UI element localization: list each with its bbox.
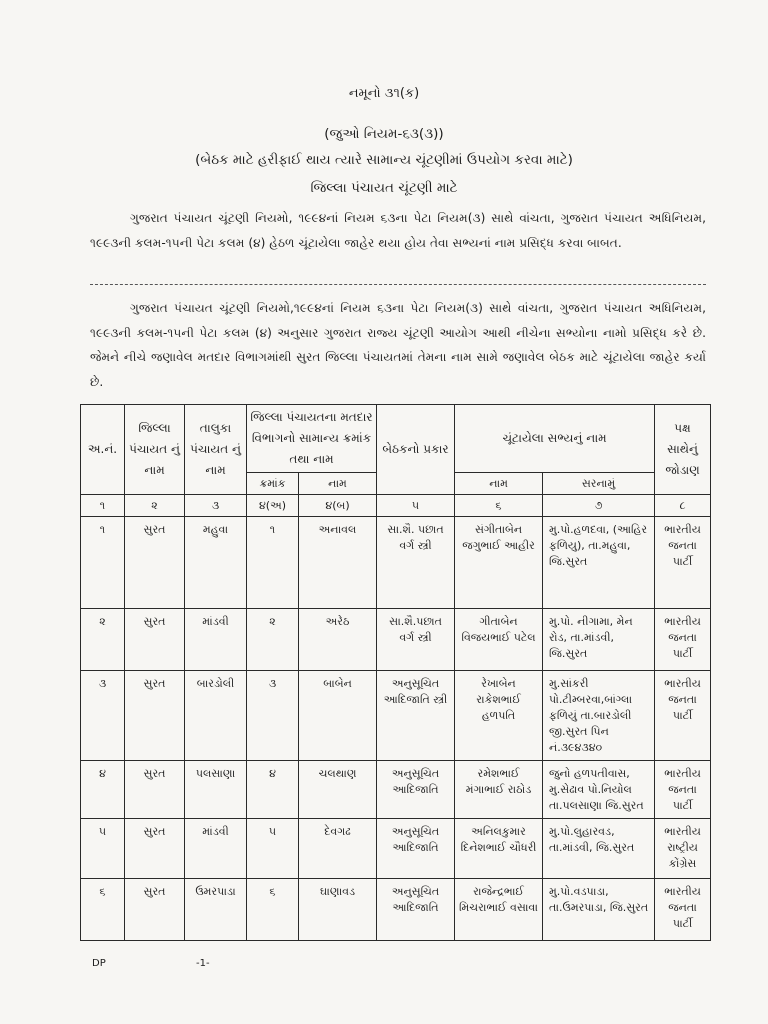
col-number: ૩ [185,495,247,517]
cell-district: સુરત [125,879,185,941]
cell-party: ભારતીય જનતા પાર્ટી [655,879,711,941]
cell-constituency-no: ૬ [247,879,299,941]
cell-sr: ૩ [81,671,125,761]
cell-seat-type: અનુસૂચિત આદિજાતિ [377,761,455,819]
cell-address: મુ.પો.વડપાડા, તા.ઉમરપાડા, જિ.સુરત [543,879,655,941]
footer-code: DP [92,958,106,969]
cell-constituency-name: ઘાણાવડ [299,879,377,941]
col-header-sr: અ.નં. [81,405,125,495]
col-header-party: પક્ષ સાથેનું જોડાણ [655,405,711,495]
cell-sr: ૧ [81,517,125,609]
table-row [81,517,711,609]
cell-address: મુ.પો.લુહારવડ, તા.માંડવી, જિ.સુરત [543,819,655,879]
col-header-constituency: જિલ્લા પંચાયતના મતદાર વિભાગનો સામાન્ય ક્રમાંક તથા નામ [247,405,377,473]
col-header-district: જિલ્લા પંચાયત નું નામ [125,405,185,495]
dashed-divider [90,284,706,285]
cell-taluka: મહુવા [185,517,247,609]
cell-constituency-name: અરેઠ [299,609,377,671]
cell-constituency-no: ૫ [247,819,299,879]
cell-party: ભારતીય જનતા પાર્ટી [655,761,711,819]
col-number: ૨ [125,495,185,517]
cell-member-name: રેખાબેન રાકેશભાઈ હળપતિ [455,671,543,761]
table-row [81,609,711,671]
election-title: જિલ્લા પંચાયત ચૂંટણી માટે [310,180,458,196]
table-row [81,671,711,761]
cell-party: ભારતીય રાષ્ટ્રીય કોંગ્રેસ [655,819,711,879]
cell-member-name: રાજેન્દ્રભાઈ મિચરાભાઈ વસાવા [455,879,543,941]
cell-constituency-no: ૪ [247,761,299,819]
cell-district: સુરત [125,609,185,671]
cell-district: સુરત [125,761,185,819]
cell-taluka: બારડોલી [185,671,247,761]
cell-taluka: માંડવી [185,819,247,879]
cell-sr: ૫ [81,819,125,879]
col-header-seat-type: બેઠકનો પ્રકાર [377,405,455,495]
cell-member-name: ગીતાબેન વિજયભાઈ પટેલ [455,609,543,671]
rule-reference: (જુઓ નિયમ-૬૩(૩)) [324,126,444,142]
results-table [80,404,711,941]
cell-party: ભારતીય જનતા પાર્ટી [655,517,711,609]
cell-address: મુ.સાંકરી પો.ટીમ્બરવા,બાંગ્લા ફળિયું તા.બારડોલી જી.સુરત પિન નં.૩૯૪૩૪૦ [543,671,655,761]
cell-taluka: માંડવી [185,609,247,671]
cell-seat-type: સા.શૈ.પછાત વર્ગ સ્ત્રી [377,609,455,671]
purpose-line: (બેઠક માટે હરીફાઈ થાય ત્યારે સામાન્ય ચૂંટણીમાં ઉપયોગ કરવા માટે) [195,152,573,168]
col-header-krmank: ક્રમાંક [247,473,299,495]
cell-seat-type: અનુસૂચિત આદિજાતિ સ્ત્રી [377,671,455,761]
col-number: ૫ [377,495,455,517]
cell-constituency-no: ૨ [247,609,299,671]
cell-address: જુનો હળપતીવાસ, મુ.સેઢાવ પો.નિયોલ તા.પલસાણા જિ.સુરત [543,761,655,819]
table-row [81,761,711,819]
col-number: ૭ [543,495,655,517]
cell-constituency-name: ચલથાણ [299,761,377,819]
cell-taluka: ઉમરપાડા [185,879,247,941]
cell-seat-type: સા.શૈ. પછાત વર્ગ સ્ત્રી [377,517,455,609]
cell-constituency-no: ૩ [247,671,299,761]
cell-sr: ૨ [81,609,125,671]
header-row-numbers [81,495,711,517]
cell-sr: ૪ [81,761,125,819]
col-header-address: સરનામું [543,473,655,495]
col-number: ૮ [655,495,711,517]
cell-party: ભારતીય જનતા પાર્ટી [655,609,711,671]
cell-sr: ૬ [81,879,125,941]
cell-constituency-name: દેવગઢ [299,819,377,879]
col-header-member: ચૂંટાયેલા સભ્યનું નામ [455,405,655,473]
cell-taluka: પલસાણા [185,761,247,819]
cell-seat-type: અનુસૂચિત આદિજાતિ [377,819,455,879]
table-row [81,879,711,941]
cell-party: ભારતીય જનતા પાર્ટી [655,671,711,761]
cell-member-name: રમેશભાઈ મંગાભાઈ રાઠોડ [455,761,543,819]
header-row-main [81,405,711,473]
cell-district: સુરત [125,671,185,761]
form-number: નમૂનો ૩૧(ક) [348,86,420,101]
col-header-taluka: તાલુકા પંચાયત નું નામ [185,405,247,495]
cell-district: સુરત [125,819,185,879]
page-number: -1- [196,958,210,969]
cell-constituency-name: અનાવલ [299,517,377,609]
col-number: ૪(અ) [247,495,299,517]
col-number: ૧ [81,495,125,517]
subject-paragraph: ગુજરાત પંચાયત ચૂંટણી નિયમો, ૧૯૯૪નાં નિયમ ૬૩ના પેટા નિયમ(૩) સાથે વાંચતા, ગુજરાત પંચાયત અધિનિયમ, ૧૯૯૩ની કલમ-૧૫ની પેટા કલમ (૪) હેઠળ ચૂંટાયેલા જાહેર થયા હોય તેવા સભ્યનાં નામ પ્રસિદ્ધ કરવા બાબત. [90,211,706,250]
cell-district: સુરત [125,517,185,609]
table-row [81,819,711,879]
cell-member-name: સંગીતાબેન જગુભાઈ આહીર [455,517,543,609]
col-header-constituency-name: નામ [299,473,377,495]
col-number: ૪(બ) [299,495,377,517]
cell-seat-type: અનુસૂચિત આદિજાતિ [377,879,455,941]
col-header-member-name: નામ [455,473,543,495]
col-number: ૬ [455,495,543,517]
cell-address: મુ.પો. નીગામા, મેન રોડ, તા.માંડવી, જિ.સુરત [543,609,655,671]
cell-constituency-name: બાબેન [299,671,377,761]
cell-member-name: અનિલકુમાર દિનેશભાઈ ચૌધરી [455,819,543,879]
cell-address: મુ.પો.હળદવા, (આહિર ફળિયુ), તા.મહુવા, જિ.સુરત [543,517,655,609]
body-paragraph: ગુજરાત પંચાયત ચૂંટણી નિયમો,૧૯૯૪નાં નિયમ ૬૩ના પેટા નિયમ(૩) સાથે વાંચતા, ગુજરાત પંચાયત અધિનિયમ, ૧૯૯૩ની કલમ-૧૫ની પેટા કલમ (૪) અનુસાર ગુજરાત રાજ્ય ચૂંટણી આયોગ આથી નીચેના સભ્યોના નામો પ્રસિદ્ધ કરે છે. જેમને નીચે જણાવેલ મતદાર વિભાગમાંથી સુરત જિલ્લા પંચાયતમાં તેમના નામ સામે જણાવેલ બેઠક માટે ચૂંટાયેલા જાહેર કર્યા છે. [90,301,706,389]
cell-constituency-no: ૧ [247,517,299,609]
